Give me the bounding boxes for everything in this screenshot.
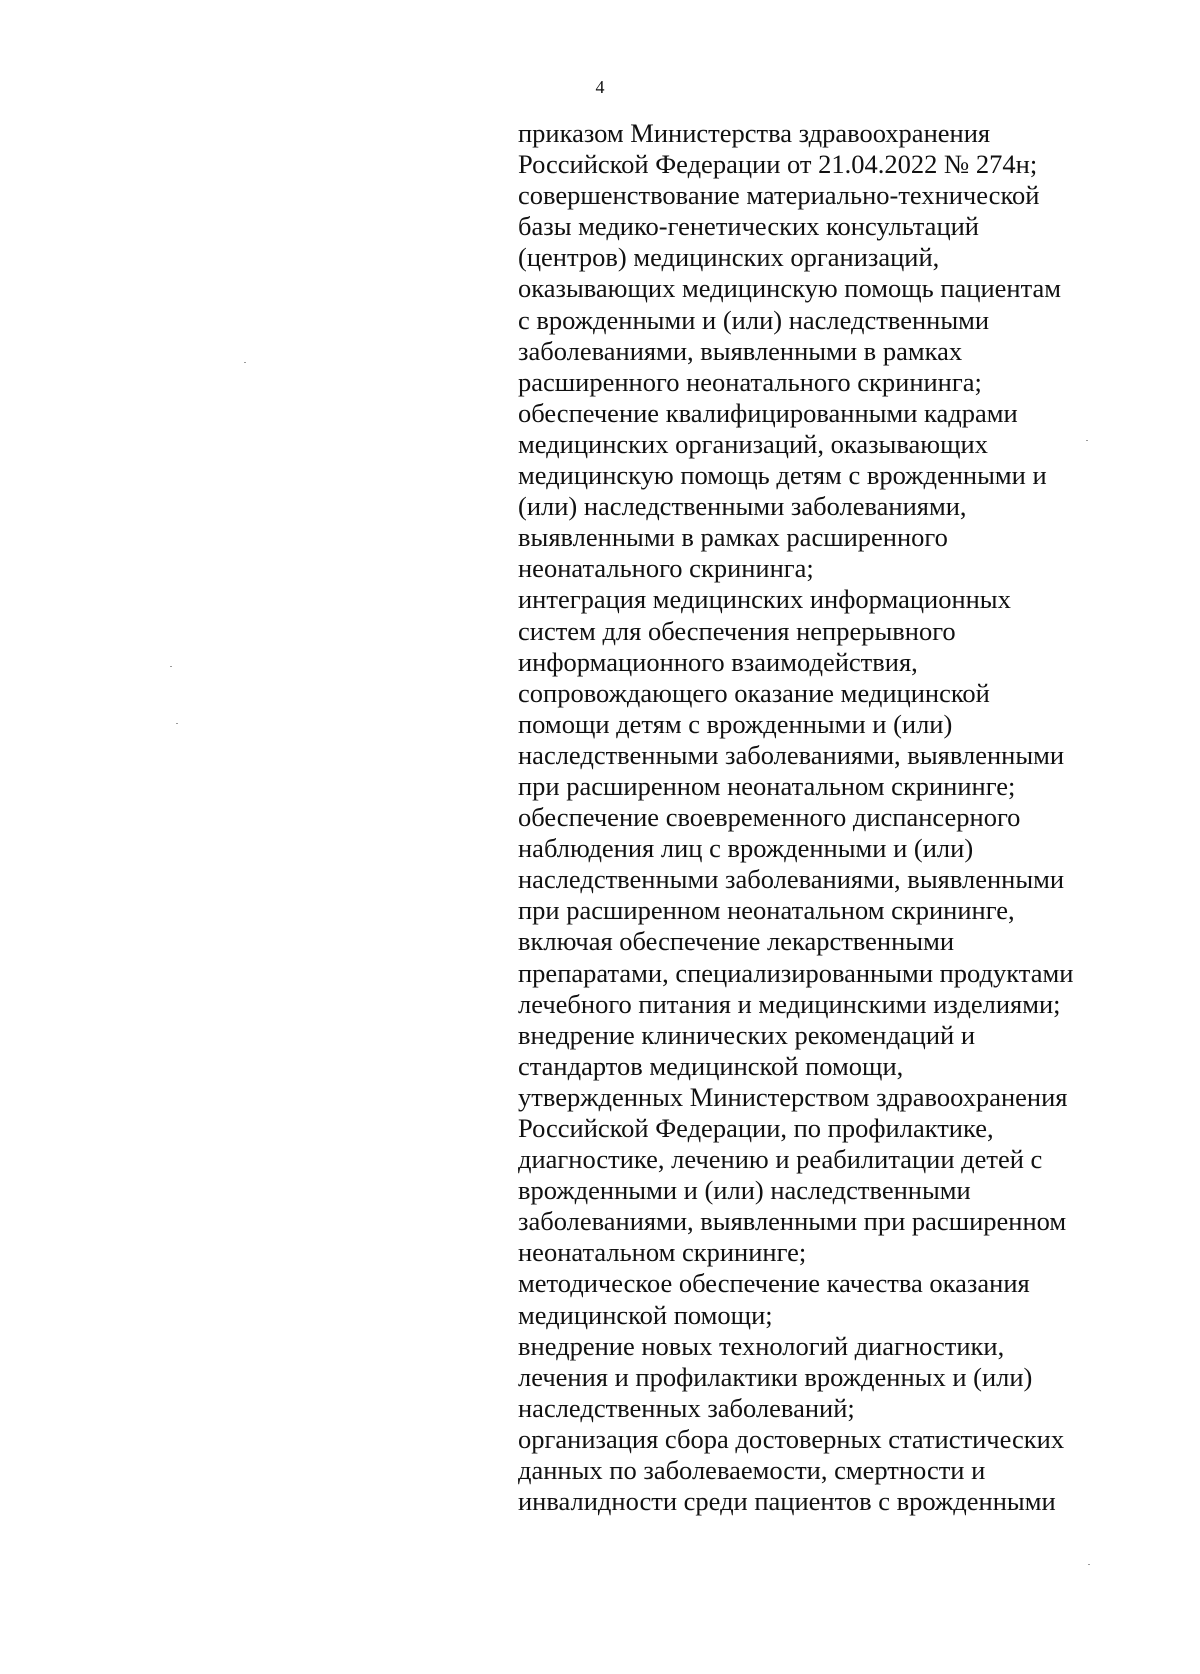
scan-speck (1086, 440, 1088, 441)
text-line: систем для обеспечения непрерывного (518, 615, 956, 646)
text-line: (или) наследственными заболеваниями, (518, 491, 967, 522)
scan-speck (170, 666, 172, 667)
text-line: (центров) медицинских организаций, (518, 242, 940, 273)
scan-speck (1088, 1564, 1090, 1565)
text-line: медицинской помощи; (518, 1299, 773, 1330)
text-line: внедрение новых технологий диагностики, (518, 1330, 1005, 1361)
text-line: лечения и профилактики врожденных и (или) (518, 1361, 1033, 1392)
text-line: диагностике, лечению и реабилитации детей с (518, 1144, 1043, 1175)
text-line: информационного взаимодействия, (518, 646, 918, 677)
text-line: Российской Федерации, по профилактике, (518, 1113, 994, 1143)
text-line: помощи детям с врожденными и (или) (518, 708, 953, 739)
text-line: приказом Министерства здравоохранения (518, 118, 991, 148)
text-line: врожденными и (или) наследственными (518, 1175, 971, 1206)
text-line: оказывающих медицинскую помощь пациентам (518, 273, 1062, 304)
text-line: заболеваниями, выявленными в рамках (518, 335, 963, 366)
text-line: утвержденных Министерством здравоохранения (518, 1081, 1068, 1112)
document-body-text (518, 118, 1128, 1517)
text-line: с врожденными и (или) наследственными (518, 304, 990, 335)
text-line: неонатальном скрининге; (518, 1237, 807, 1268)
text-line: при расширенном неонатальном скрининге, (518, 895, 1015, 926)
text-line: включая обеспечение лекарственными (518, 926, 955, 957)
scan-speck (176, 723, 178, 724)
text-line: наследственных заболеваний; (518, 1392, 855, 1423)
text-line: инвалидности среди пациентов с врожденными (518, 1486, 1056, 1517)
text-line: препаратами, специализированными продуктами (518, 957, 1074, 988)
text-line: медицинскую помощь детям с врожденными и (518, 460, 1047, 491)
text-line: Российской Федерации от 21.04.2022 № 274н; (518, 149, 1038, 180)
text-line: обеспечение квалифицированными кадрами (518, 397, 1018, 428)
text-line: организация сбора достоверных статистических (518, 1423, 1065, 1454)
scan-speck (244, 362, 246, 363)
text-line: методическое обеспечение качества оказания (518, 1268, 1030, 1299)
text-line: наследственными заболеваниями, выявленными (518, 739, 1065, 770)
text-line: данных по заболеваемости, смертности и (518, 1455, 986, 1486)
text-line: совершенствование материально-технической (518, 180, 1040, 211)
text-line: наблюдения лиц с врожденными и (или) (518, 833, 974, 864)
text-line: при расширенном неонатальном скрининге; (518, 770, 1016, 801)
page-number: 4 (595, 77, 605, 97)
text-line: стандартов медицинской помощи, (518, 1050, 904, 1081)
text-line: интеграция медицинских информационных (518, 584, 1011, 615)
text-line: неонатального скрининга; (518, 553, 814, 584)
text-line: заболеваниями, выявленными при расширенном (518, 1206, 1067, 1237)
text-line: обеспечение своевременного диспансерного (518, 802, 1021, 833)
text-line: сопровождающего оказание медицинской (518, 677, 990, 708)
text-line: внедрение клинических рекомендаций и (518, 1019, 976, 1050)
text-line: базы медико-генетических консультаций (518, 211, 979, 242)
text-line: медицинских организаций, оказывающих (518, 428, 988, 459)
text-line: лечебного питания и медицинскими изделиями; (518, 988, 1061, 1019)
text-line: наследственными заболеваниями, выявленными (518, 864, 1065, 895)
text-line: расширенного неонатального скрининга; (518, 366, 982, 397)
text-line: выявленными в рамках расширенного (518, 522, 948, 553)
